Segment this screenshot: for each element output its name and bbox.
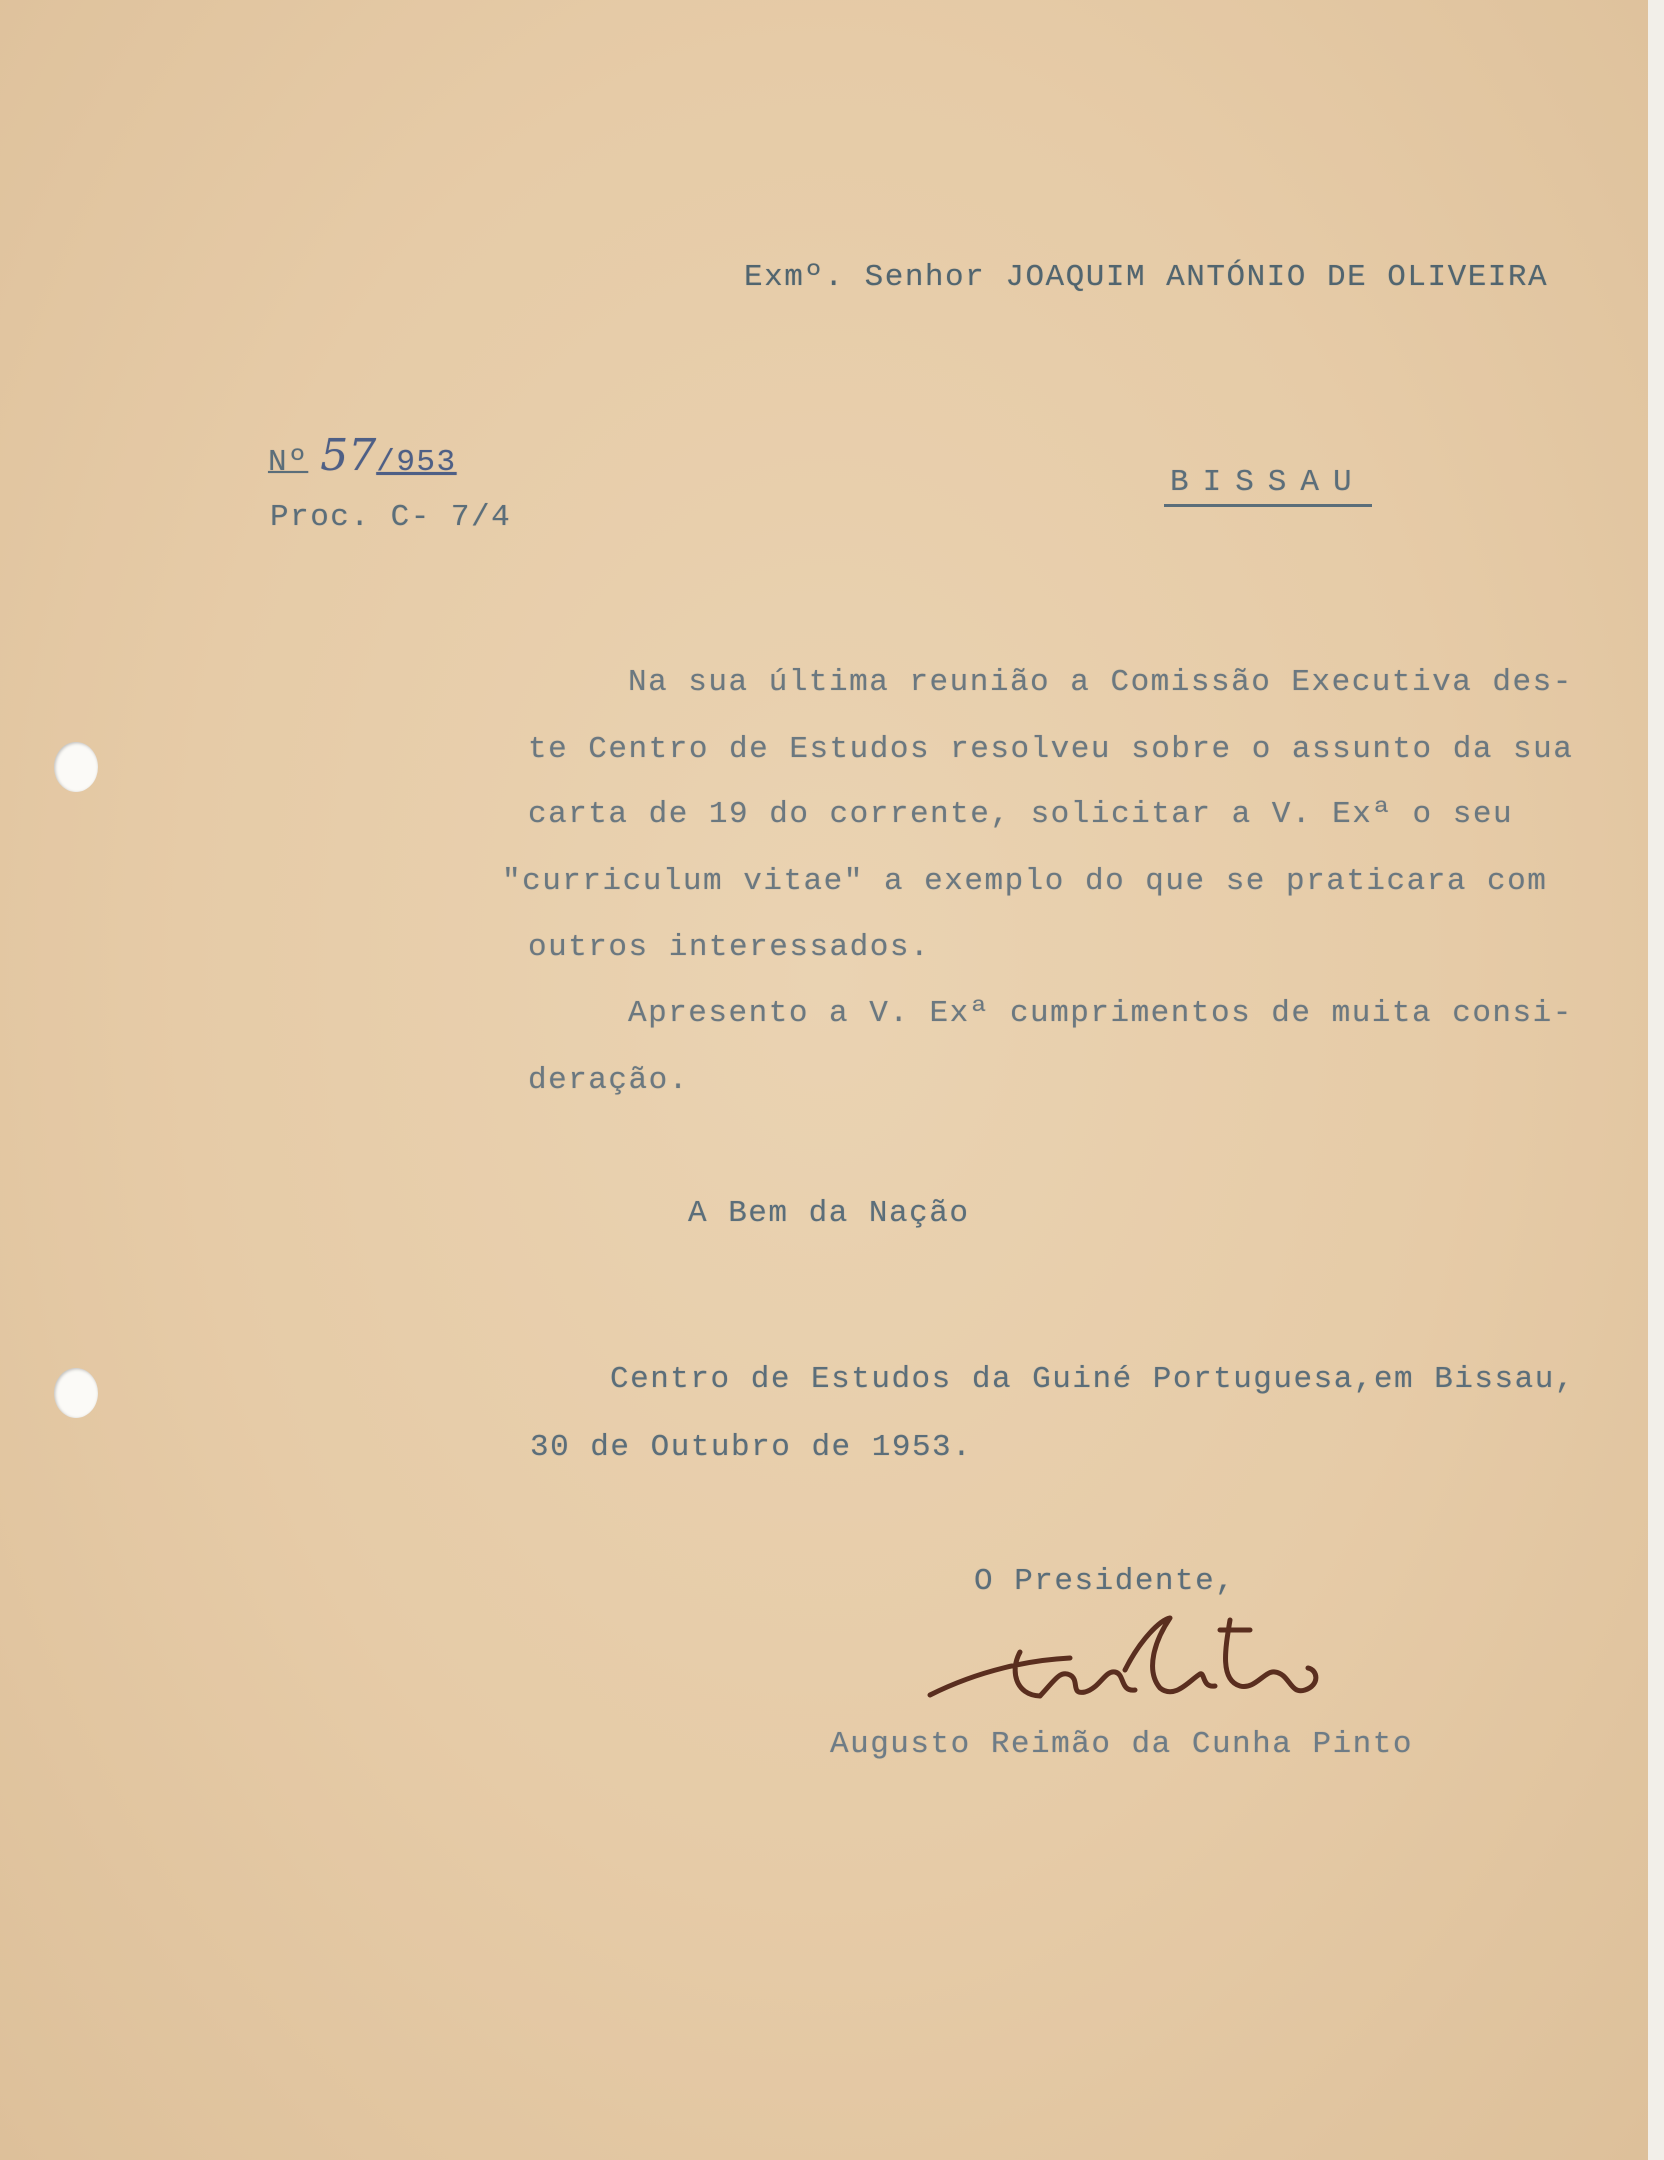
body-line: te Centro de Estudos resolveu sobre o assunto da sua xyxy=(528,732,1574,767)
date-line: 30 de Outubro de 1953. xyxy=(530,1430,973,1465)
addressee-line: Exmº. Senhor JOAQUIM ANTÓNIO DE OLIVEIRA xyxy=(744,260,1549,295)
punch-hole-top xyxy=(54,742,98,792)
closing-salutation: A Bem da Nação xyxy=(688,1196,970,1231)
body-line: "curriculum vitae" a exemplo do que se praticara com xyxy=(502,864,1548,899)
reference-number xyxy=(268,430,457,481)
body-line: Na sua última reunião a Comissão Executiva des- xyxy=(628,665,1573,700)
body-line: carta de 19 do corrente, solicitar a V. Exª o seu xyxy=(528,797,1514,832)
body-line: outros interessados. xyxy=(528,930,931,965)
process-reference: Proc. C- 7/4 xyxy=(270,500,512,535)
place-line: Centro de Estudos da Guiné Portuguesa,em Bissau, xyxy=(610,1362,1575,1397)
signature xyxy=(920,1600,1340,1720)
signatory-title: O Presidente, xyxy=(974,1564,1236,1599)
handwritten-number: 57 xyxy=(320,430,377,481)
body-line: deração. xyxy=(528,1063,689,1098)
destination-city: BISSAU xyxy=(1164,465,1372,507)
punch-hole-bottom xyxy=(54,1368,98,1418)
reference-year: /953 xyxy=(376,445,457,480)
signatory-name: Augusto Reimão da Cunha Pinto xyxy=(830,1727,1413,1762)
page-edge xyxy=(1648,0,1664,2160)
reference-prefix: Nº xyxy=(268,445,309,480)
body-line: Apresento a V. Exª cumprimentos de muita consi- xyxy=(628,996,1573,1031)
